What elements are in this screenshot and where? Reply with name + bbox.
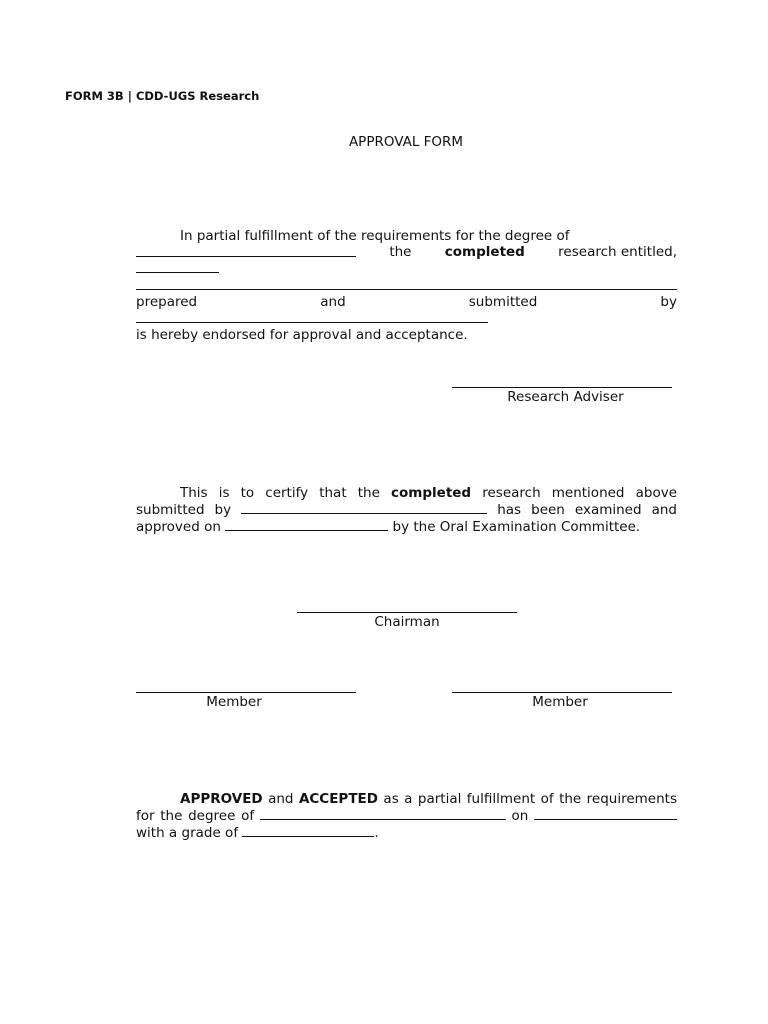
grade-blank[interactable]	[242, 824, 374, 837]
approval-text-2: with a grade of	[136, 825, 239, 841]
approval-paragraph	[136, 791, 677, 841]
endorsement-the: the	[389, 244, 412, 260]
word-and: and	[320, 294, 346, 310]
member-2-signature-line[interactable]	[452, 692, 672, 693]
approval-text-1: as a partial fulfillment of the requirements for the degree of	[136, 791, 677, 824]
approved-on-blank[interactable]	[225, 518, 388, 531]
degree-blank[interactable]	[136, 244, 356, 257]
chairman-signature-line[interactable]	[297, 612, 517, 613]
chairman-label: Chairman	[374, 614, 440, 630]
title-blank-1[interactable]	[136, 260, 219, 273]
certify-text-2: research mentioned above submitted by	[136, 485, 678, 518]
title-blank-2[interactable]	[136, 277, 677, 290]
adviser-signature-line[interactable]	[452, 387, 672, 388]
approval-accepted: ACCEPTED	[298, 791, 378, 807]
form-header	[65, 89, 259, 103]
certify-completed: completed	[391, 485, 472, 501]
page-title: APPROVAL FORM	[348, 134, 464, 150]
member-1-label: Member	[206, 694, 262, 710]
endorsement-end: is hereby endorsed for approval and acceptance.	[136, 327, 468, 343]
approval-end: .	[374, 825, 379, 841]
word-submitted: submitted	[468, 294, 538, 310]
certify-text-4: by the Oral Examination Committee.	[392, 519, 641, 535]
submitted-by-blank[interactable]	[241, 501, 487, 514]
word-prepared: prepared	[136, 294, 198, 310]
author-blank[interactable]	[136, 310, 488, 323]
endorsement-paragraph	[136, 228, 677, 343]
header-separator: |	[127, 89, 132, 103]
member-2-label: Member	[532, 694, 588, 710]
certify-text-1: This is to certify that the	[180, 485, 380, 501]
program-name: CDD-UGS Research	[135, 89, 260, 103]
approval-degree-blank[interactable]	[260, 807, 506, 820]
endorsement-text-1: In partial fulfillment of the requirements for the degree of	[180, 228, 570, 244]
endorsement-completed: completed	[444, 244, 525, 260]
approval-and: and	[268, 791, 294, 807]
adviser-label: Research Adviser	[507, 389, 624, 405]
form-code: FORM 3B	[65, 89, 124, 103]
word-by: by	[660, 294, 677, 310]
member-1-signature-line[interactable]	[136, 692, 356, 693]
approval-approved: APPROVED	[180, 791, 263, 807]
approval-on: on	[511, 808, 529, 824]
certify-text-3: has been examined and approved on	[136, 502, 677, 535]
endorsement-text-2: research entitled,	[558, 244, 677, 260]
certification-paragraph	[136, 485, 677, 535]
approval-date-blank[interactable]	[534, 807, 677, 820]
